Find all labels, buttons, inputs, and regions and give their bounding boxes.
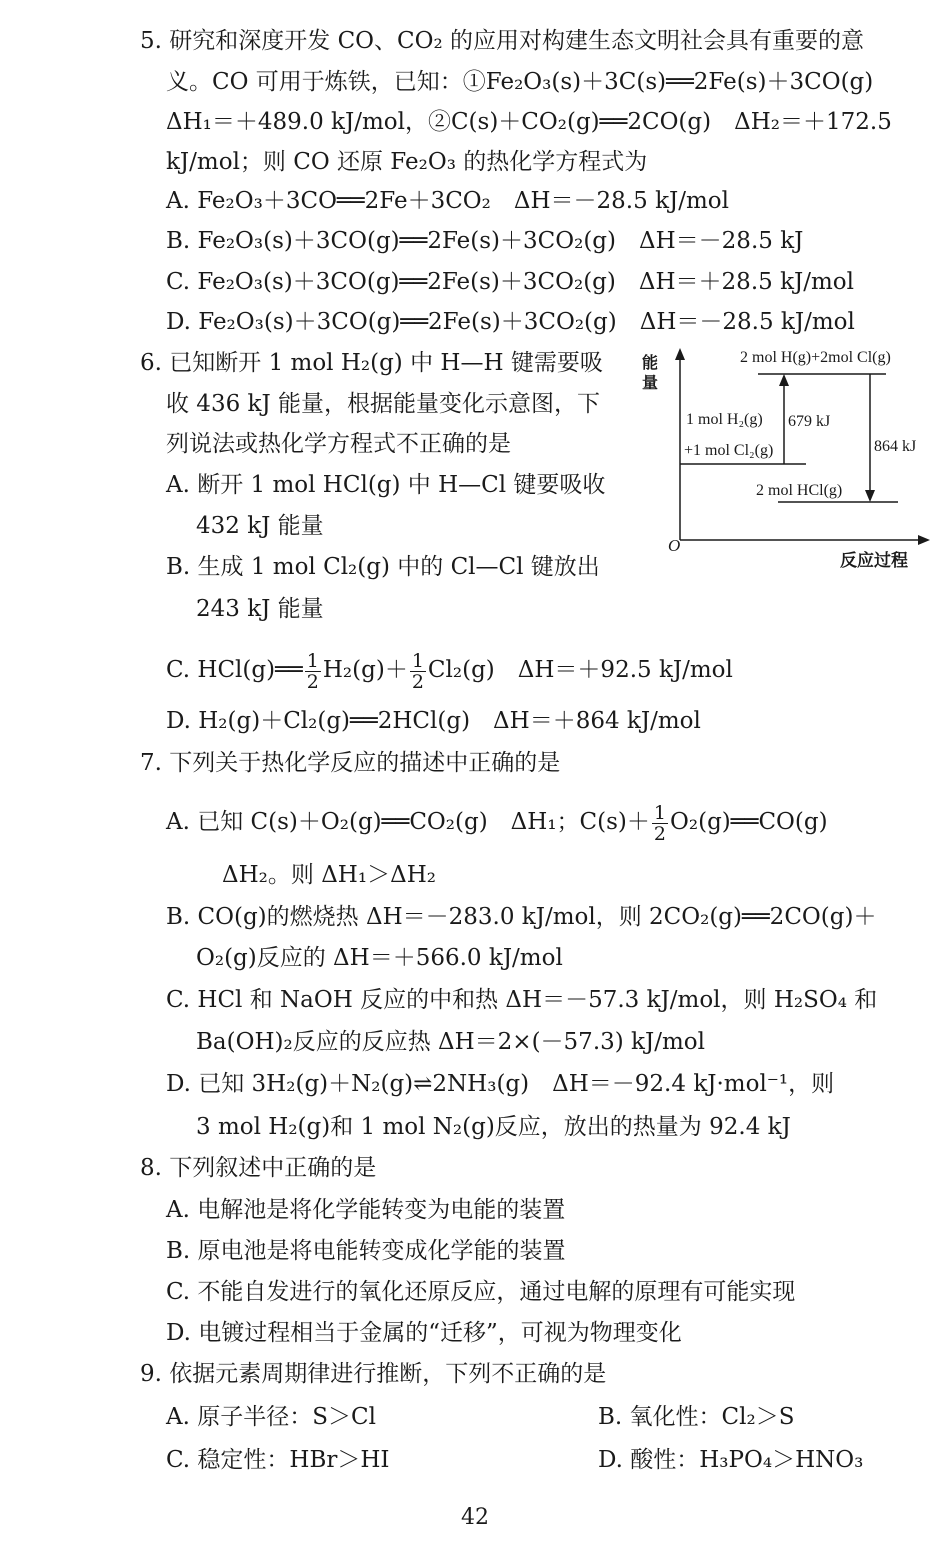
top-level-label: 2 mol H(g)+2mol Cl(g) <box>740 349 891 366</box>
fraction <box>652 803 668 844</box>
q7-option-b-line-1: B. CO(g)的燃烧热 ΔH＝－283.0 kJ/mol，则 2CO₂(g)══2CO(g)＋ <box>166 904 877 930</box>
q6-option-a-line-1: A. 断开 1 mol HCl(g) 中 H—Cl 键要吸收 <box>166 472 606 498</box>
q9-option-b: B. 氧化性：Cl₂＞S <box>598 1404 795 1430</box>
q6-option-b-line-2: 243 kJ 能量 <box>196 596 324 622</box>
fraction-numerator: 1 <box>653 801 667 824</box>
q6-line-1: 6. 已知断开 1 mol H₂(g) 中 H—H 键需要吸 <box>140 350 603 376</box>
q6-option-c-prefix: C. HCl(g)══ <box>166 657 303 683</box>
q7-option-d-line-2: 3 mol H₂(g)和 1 mol N₂(g)反应，放出的热量为 92.4 kJ <box>196 1114 791 1140</box>
q6-line-2: 收 436 kJ 能量，根据能量变化示意图，下 <box>166 391 600 417</box>
q5-option-a: A. Fe₂O₃＋3CO══2Fe＋3CO₂ ΔH＝－28.5 kJ/mol <box>166 188 729 214</box>
fraction-denominator: 2 <box>653 822 667 845</box>
q8-option-a: A. 电解池是将化学能转变为电能的装置 <box>166 1197 566 1223</box>
q5-line-1: 5. 研究和深度开发 CO、CO₂ 的应用对构建生态文明社会具有重要的意 <box>140 28 865 54</box>
q6-option-c-middle: H₂(g)＋ <box>322 657 408 683</box>
q7-option-b-line-2: O₂(g)反应的 ΔH＝＋566.0 kJ/mol <box>196 945 563 971</box>
y-axis-arrow-icon <box>675 348 685 360</box>
fraction <box>410 651 426 692</box>
y-axis-label-1: 能 <box>642 353 659 372</box>
middle-level-label-2: +1 mol Cl₂(g) <box>684 442 774 459</box>
q7-option-d-line-1: D. 已知 3H₂(g)＋N₂(g)⇌2NH₃(g) ΔH＝－92.4 kJ·mol⁻¹，则 <box>166 1071 835 1097</box>
origin-label: O <box>668 536 681 555</box>
q7-option-a-suffix: O₂(g)══CO(g) <box>670 809 828 835</box>
page-number: 42 <box>461 1505 489 1530</box>
y-axis-label-2: 量 <box>642 373 659 392</box>
q5-line-2: 义。CO 可用于炼铁，已知：①Fe₂O₃(s)＋3C(s)══2Fe(s)＋3CO(g) <box>166 69 874 95</box>
q6-option-a-line-2: 432 kJ 能量 <box>196 513 324 539</box>
q5-line-4: kJ/mol；则 CO 还原 Fe₂O₃ 的热化学方程式为 <box>166 149 648 175</box>
q7-option-a-line-1 <box>166 800 828 844</box>
q6-option-c-suffix: Cl₂(g) ΔH＝＋92.5 kJ/mol <box>427 657 733 683</box>
bottom-level-label: 2 mol HCl(g) <box>756 482 843 499</box>
q5-option-c: C. Fe₂O₃(s)＋3CO(g)══2Fe(s)＋3CO₂(g) ΔH＝＋28.5 kJ/mol <box>166 269 854 295</box>
fraction-denominator: 2 <box>411 670 424 693</box>
q6-line-3: 列说法或热化学方程式不正确的是 <box>166 431 511 457</box>
q8-option-c: C. 不能自发进行的氧化还原反应，通过电解的原理有可能实现 <box>166 1279 796 1305</box>
q7-option-c-line-2: Ba(OH)₂反应的反应热 ΔH＝2×(－57.3) kJ/mol <box>196 1029 705 1055</box>
middle-level-label-1: 1 mol H₂(g) <box>686 411 763 428</box>
q5-option-b: B. Fe₂O₃(s)＋3CO(g)══2Fe(s)＋3CO₂(g) ΔH＝－28.5 kJ <box>166 228 804 254</box>
energy-level-diagram <box>634 338 938 578</box>
q8-option-b: B. 原电池是将电能转变成化学能的装置 <box>166 1238 566 1264</box>
down-arrow-icon <box>865 490 875 502</box>
q9-option-d: D. 酸性：H₃PO₄＞HNO₃ <box>598 1447 864 1473</box>
fraction-denominator: 2 <box>306 670 319 693</box>
fraction-numerator: 1 <box>306 649 319 672</box>
release-energy-label: 864 kJ <box>874 438 917 455</box>
up-arrow-icon <box>779 374 789 386</box>
q6-option-c <box>166 648 733 692</box>
absorb-energy-label: 679 kJ <box>788 413 831 430</box>
q9-title: 9. 依据元素周期律进行推断，下列不正确的是 <box>140 1361 607 1387</box>
q7-option-a-line-2: ΔH₂。则 ΔH₁＞ΔH₂ <box>222 862 436 888</box>
q5-line-3: ΔH₁＝＋489.0 kJ/mol，②C(s)＋CO₂(g)══2CO(g) ΔH₂＝＋172.5 <box>166 109 892 135</box>
q9-option-c: C. 稳定性：HBr＞HI <box>166 1447 390 1473</box>
fraction-numerator: 1 <box>411 649 424 672</box>
q9-option-a: A. 原子半径：S＞Cl <box>166 1404 376 1430</box>
x-axis-label: 反应过程 <box>840 551 908 571</box>
x-axis-arrow-icon <box>918 535 930 545</box>
q7-option-c-line-1: C. HCl 和 NaOH 反应的中和热 ΔH＝－57.3 kJ/mol，则 H₂SO₄ 和 <box>166 987 878 1013</box>
q6-option-d: D. H₂(g)＋Cl₂(g)══2HCl(g) ΔH＝＋864 kJ/mol <box>166 708 701 734</box>
q7-option-a-prefix: A. 已知 C(s)＋O₂(g)══CO₂(g) ΔH₁；C(s)＋ <box>166 809 650 835</box>
q8-title: 8. 下列叙述中正确的是 <box>140 1155 377 1181</box>
q6-option-b-line-1: B. 生成 1 mol Cl₂(g) 中的 Cl—Cl 键放出 <box>166 554 600 580</box>
q5-option-d: D. Fe₂O₃(s)＋3CO(g)══2Fe(s)＋3CO₂(g) ΔH＝－28.5 kJ/mol <box>166 309 855 335</box>
q7-title: 7. 下列关于热化学反应的描述中正确的是 <box>140 750 561 776</box>
fraction <box>305 651 321 692</box>
q8-option-d: D. 电镀过程相当于金属的“迁移”，可视为物理变化 <box>166 1320 682 1346</box>
